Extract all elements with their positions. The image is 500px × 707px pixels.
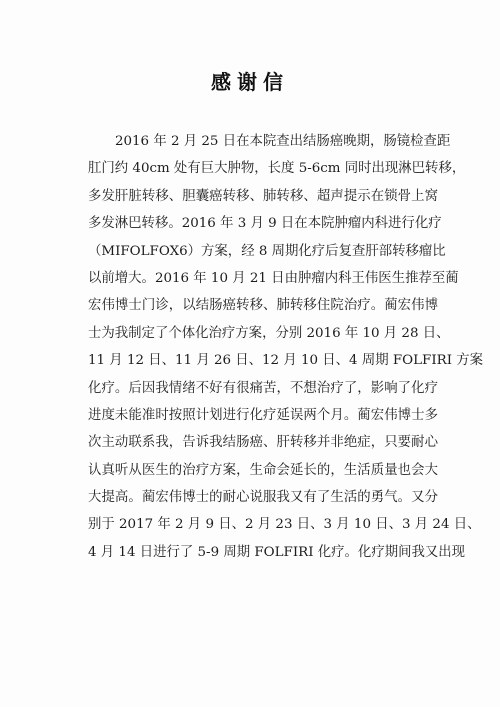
- letter-body: [88, 128, 484, 566]
- letter-line: 大提高。蔺宏伟博士的耐心说服我又有了生活的勇气。又分: [88, 490, 438, 506]
- letter-line: 11 月 12 日、11 月 26 日、12 月 10 日、4 周期 FOLFIRI 方案: [88, 353, 484, 369]
- letter-line: 士为我制定了个体化治疗方案，分别 2016 年 10 月 28 日、: [88, 325, 450, 341]
- letter-line: 化疗。后因我情绪不好有很痛苦，不想治疗了，影响了化疗: [88, 380, 438, 396]
- letter-line: 别于 2017 年 2 月 9 日、2 月 23 日、3 月 10 日、3 月 24 日、: [88, 517, 481, 533]
- letter-line: 宏伟博士门诊，以结肠癌转移、肺转移住院治疗。蔺宏伟博: [88, 298, 438, 314]
- letter-title: 感谢信: [211, 70, 289, 94]
- letter-line: 进度未能准时按照计划进行化疗延误两个月。蔺宏伟博士多: [88, 407, 438, 423]
- letter-line: 以前增大。2016 年 10 月 21 日由肿瘤内科王伟医生推荐至蔺: [88, 270, 459, 286]
- letter-line: 2016 年 2 月 25 日在本院查出结肠癌晚期，肠镜检查距: [115, 134, 451, 149]
- letter-line: 肛门约 40cm 处有巨大肿物，长度 5-6cm 同时出现淋巴转移，: [88, 161, 466, 177]
- letter-line: 4 月 14 日进行了 5-9 周期 FOLFIRI 化疗。化疗期间我又出现: [88, 544, 466, 560]
- letter-line: 认真听从医生的治疗方案，生命会延长的，生活质量也会大: [88, 462, 438, 478]
- letter-line: （MIFOLFOX6）方案，经 8 周期化疗后复查肝部转移瘤比: [88, 243, 446, 259]
- letter-line: 多发淋巴转移。2016 年 3 月 9 日在本院肿瘤内科进行化疗: [88, 216, 442, 232]
- letter-line: 多发肝脏转移、胆囊癌转移、肺转移、超声提示在锁骨上窝: [88, 188, 438, 204]
- letter-line: 次主动联系我，告诉我结肠癌、肝转移并非绝症，只要耐心: [88, 435, 438, 451]
